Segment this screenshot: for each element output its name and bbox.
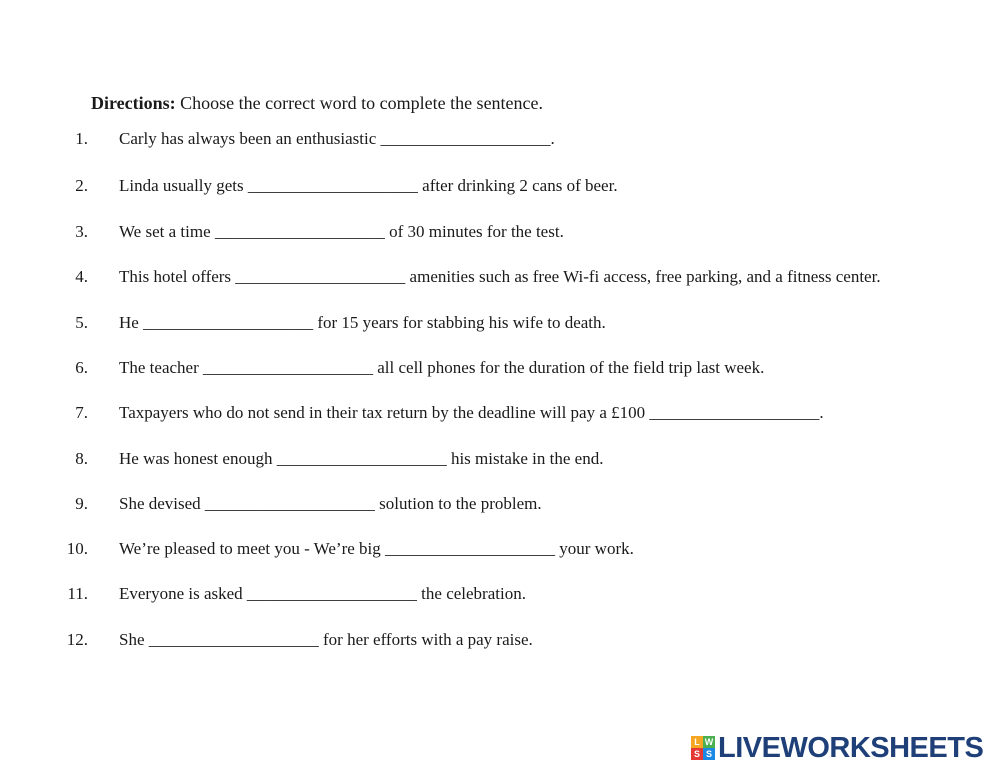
question-text: Linda usually gets ____________________ after drinking 2 cans of beer. <box>119 176 618 195</box>
question-item <box>0 628 990 652</box>
question-number: 10. <box>66 539 88 558</box>
question-item <box>0 265 990 289</box>
question-number: 3. <box>75 222 88 241</box>
question-number: 6. <box>75 358 88 377</box>
question-text: We set a time ____________________ of 30 minutes for the test. <box>119 222 564 241</box>
question-text: Taxpayers who do not send in their tax return by the deadline will pay a £100 ____________________. <box>119 403 824 422</box>
question-item <box>0 492 990 516</box>
question-item <box>0 127 990 151</box>
question-item <box>0 582 990 606</box>
question-text: The teacher ____________________ all cell phones for the duration of the field trip last week. <box>119 358 765 377</box>
question-item <box>0 537 990 561</box>
question-item <box>0 311 990 335</box>
question-item <box>0 447 990 471</box>
question-number: 7. <box>75 403 88 422</box>
question-number: 5. <box>75 313 88 332</box>
question-number: 11. <box>67 584 88 603</box>
logo-text: LIVEWORKSHEETS <box>718 732 984 764</box>
question-text: Everyone is asked ____________________ the celebration. <box>119 584 526 603</box>
question-text: She ____________________ for her efforts with a pay raise. <box>119 630 533 649</box>
logo-tile: S <box>703 748 715 760</box>
question-number: 9. <box>75 494 88 513</box>
liveworksheets-logo <box>691 732 983 764</box>
question-text: This hotel offers ____________________ amenities such as free Wi-fi access, free parking, and a fitness center. <box>119 267 881 286</box>
question-number: 8. <box>75 449 88 468</box>
question-text: He ____________________ for 15 years for stabbing his wife to death. <box>119 313 606 332</box>
question-text: She devised ____________________ solution to the problem. <box>119 494 542 513</box>
question-item <box>0 174 990 198</box>
logo-tile: L <box>691 736 703 748</box>
question-number: 1. <box>75 129 88 148</box>
question-number: 2. <box>75 176 88 195</box>
question-item <box>0 356 990 380</box>
question-item <box>0 220 990 244</box>
question-number: 4. <box>75 267 88 286</box>
directions-label: Directions: <box>91 93 176 113</box>
logo-tile: W <box>704 737 714 747</box>
question-text: He was honest enough ____________________ his mistake in the end. <box>119 449 604 468</box>
logo-tile: S <box>691 748 703 760</box>
directions-text: Choose the correct word to complete the sentence. <box>175 93 544 113</box>
directions <box>91 92 543 114</box>
question-text: Carly has always been an enthusiastic ____________________. <box>119 129 555 148</box>
question-text: We’re pleased to meet you - We’re big ____________________ your work. <box>119 539 634 558</box>
liveworksheets-logo-icon <box>691 736 715 760</box>
question-item <box>0 401 990 425</box>
question-number: 12. <box>66 630 88 649</box>
